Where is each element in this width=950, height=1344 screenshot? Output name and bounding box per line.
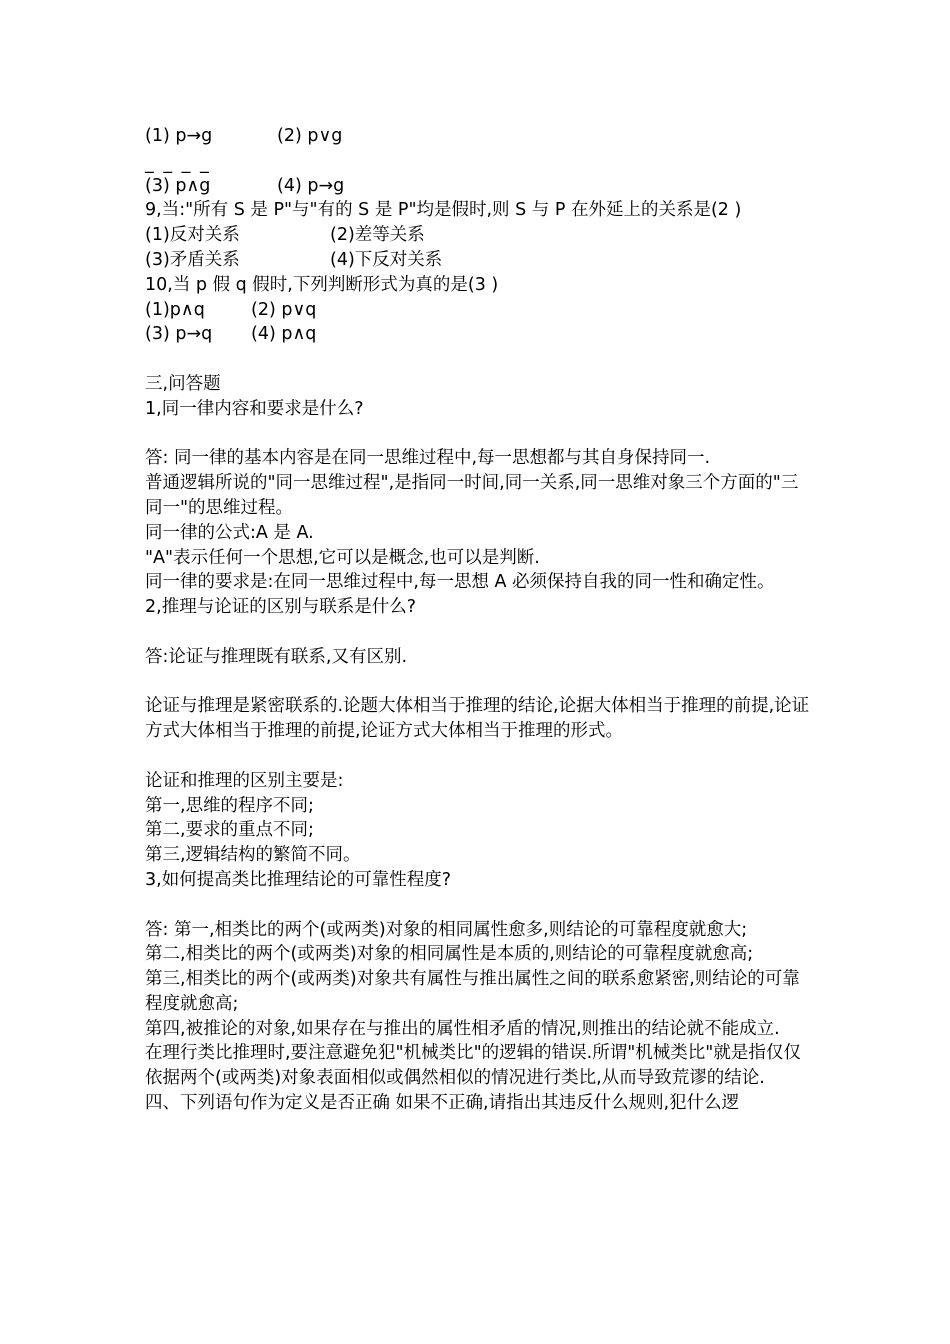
qa1-answer-line-1: 答: 同一律的基本内容是在同一思维过程中,每一思想都与其自身保持同一. [145,448,711,469]
qa2-diff-item-2: 第二,要求的重点不同; [145,820,314,841]
spacer [145,670,810,695]
q8-option-3: (3) p∧g [145,175,211,196]
q10-option-3: (3) p→q [145,324,213,345]
section4-heading: 四、下列语句作为定义是否正确 如果不正确,请指出其违反什么规则,犯什么逻 [145,1093,740,1114]
spacer [145,620,810,645]
spacer [145,893,810,918]
qa2-relation: 论证与推理是紧密联系的.论题大体相当于推理的结论,论据大体相当于推理的前提,论证方式大体相当于推理的前提,论证方式大体相当于推理的形式。 [145,696,810,742]
qa1-answer-line-3: 同一律的公式:A 是 A. [145,522,314,543]
qa1-answer-line-4: "A"表示任何一个思想,它可以是概念,也可以是判断. [145,547,540,568]
spacer [145,422,810,447]
qa2-question: 2,推理与论证的区别与联系是什么? [145,597,416,618]
qa2-answer-intro: 答:论证与推理既有联系,又有区别. [145,646,408,667]
qa3-answer-line-2: 第二,相类比的两个(或两类)对象的相同属性是本质的,则结论的可靠程度就愈高; [145,944,754,965]
q8-option-4: (4) p→g [277,175,345,196]
spacer [145,347,810,372]
qa1-question: 1,同一律内容和要求是什么? [145,398,364,419]
qa3-answer-line-4: 第四,被推论的对象,如果存在与推出的属性相矛盾的情况,则推出的结论就不能成立. [145,1018,780,1039]
q10-question: 10,当 p 假 q 假时,下列判断形式为真的是(3 ) [145,274,499,295]
qa3-answer-line-3: 第三,相类比的两个(或两类)对象共有属性与推出属性之间的联系愈紧密,则结论的可靠程度就愈高; [145,969,800,1014]
q9-option-4: (4)下反对关系 [330,249,443,270]
section3-heading: 三,问答题 [145,373,221,394]
q8-options-row-2 [145,174,810,199]
q10-options-row-2 [145,322,810,347]
qa2-diff-item-3: 第三,逻辑结构的繁简不同。 [145,845,361,866]
q10-option-4: (4) p∧q [251,324,317,345]
qa3-answer-line-5: 在理行类比推理时,要注意避免犯"机械类比"的逻辑的错误.所谓"机械类比"就是指仅仅依据两个(或两类)对象表面相似或偶然相似的情况进行类比,从而导致荒谬的结论. [145,1043,801,1089]
qa1-answer-line-5: 同一律的要求是:在同一思维过程中,每一思想 A 必须保持自我的同一性和确定性。 [145,572,775,593]
q10-option-1: (1)p∧q [145,299,205,320]
q9-options-row-1 [145,223,810,248]
q10-options-row-1 [145,298,810,323]
q8-option-2: (2) p∨g [277,126,343,146]
qa3-answer-line-1: 答: 第一,相类比的两个(或两类)对象的相同属性愈多,则结论的可靠程度就愈大; [145,919,748,940]
qa2-diff-heading: 论证和推理的区别主要是: [145,770,344,791]
q9-question: 9,当:"所有 S 是 P"与"有的 S 是 P"均是假时,则 S 与 P 在外延上的关系是(2 ) [145,200,742,221]
qa2-diff-item-1: 第一,思维的程序不同; [145,795,314,816]
spacer [145,744,810,769]
q8-option-1: (1) p→g [145,126,213,146]
q10-option-2: (2) p∨q [251,299,317,320]
qa3-question: 3,如何提高类比推理结论的可靠性程度? [145,869,451,890]
qa1-answer-line-2: 普通逻辑所说的"同一思维过程",是指同一时间,同一关系,同一思维对象三个方面的"三同一"的思维过程。 [145,473,799,518]
q8-dashes: _ _ _ _ [145,153,211,174]
q9-option-3: (3)矛盾关系 [145,249,240,270]
q9-option-1: (1)反对关系 [145,225,240,246]
q8-options-row-1 [145,124,810,149]
document-page [145,124,810,1116]
q9-options-row-2 [145,248,810,273]
q9-option-2: (2)差等关系 [330,225,425,246]
